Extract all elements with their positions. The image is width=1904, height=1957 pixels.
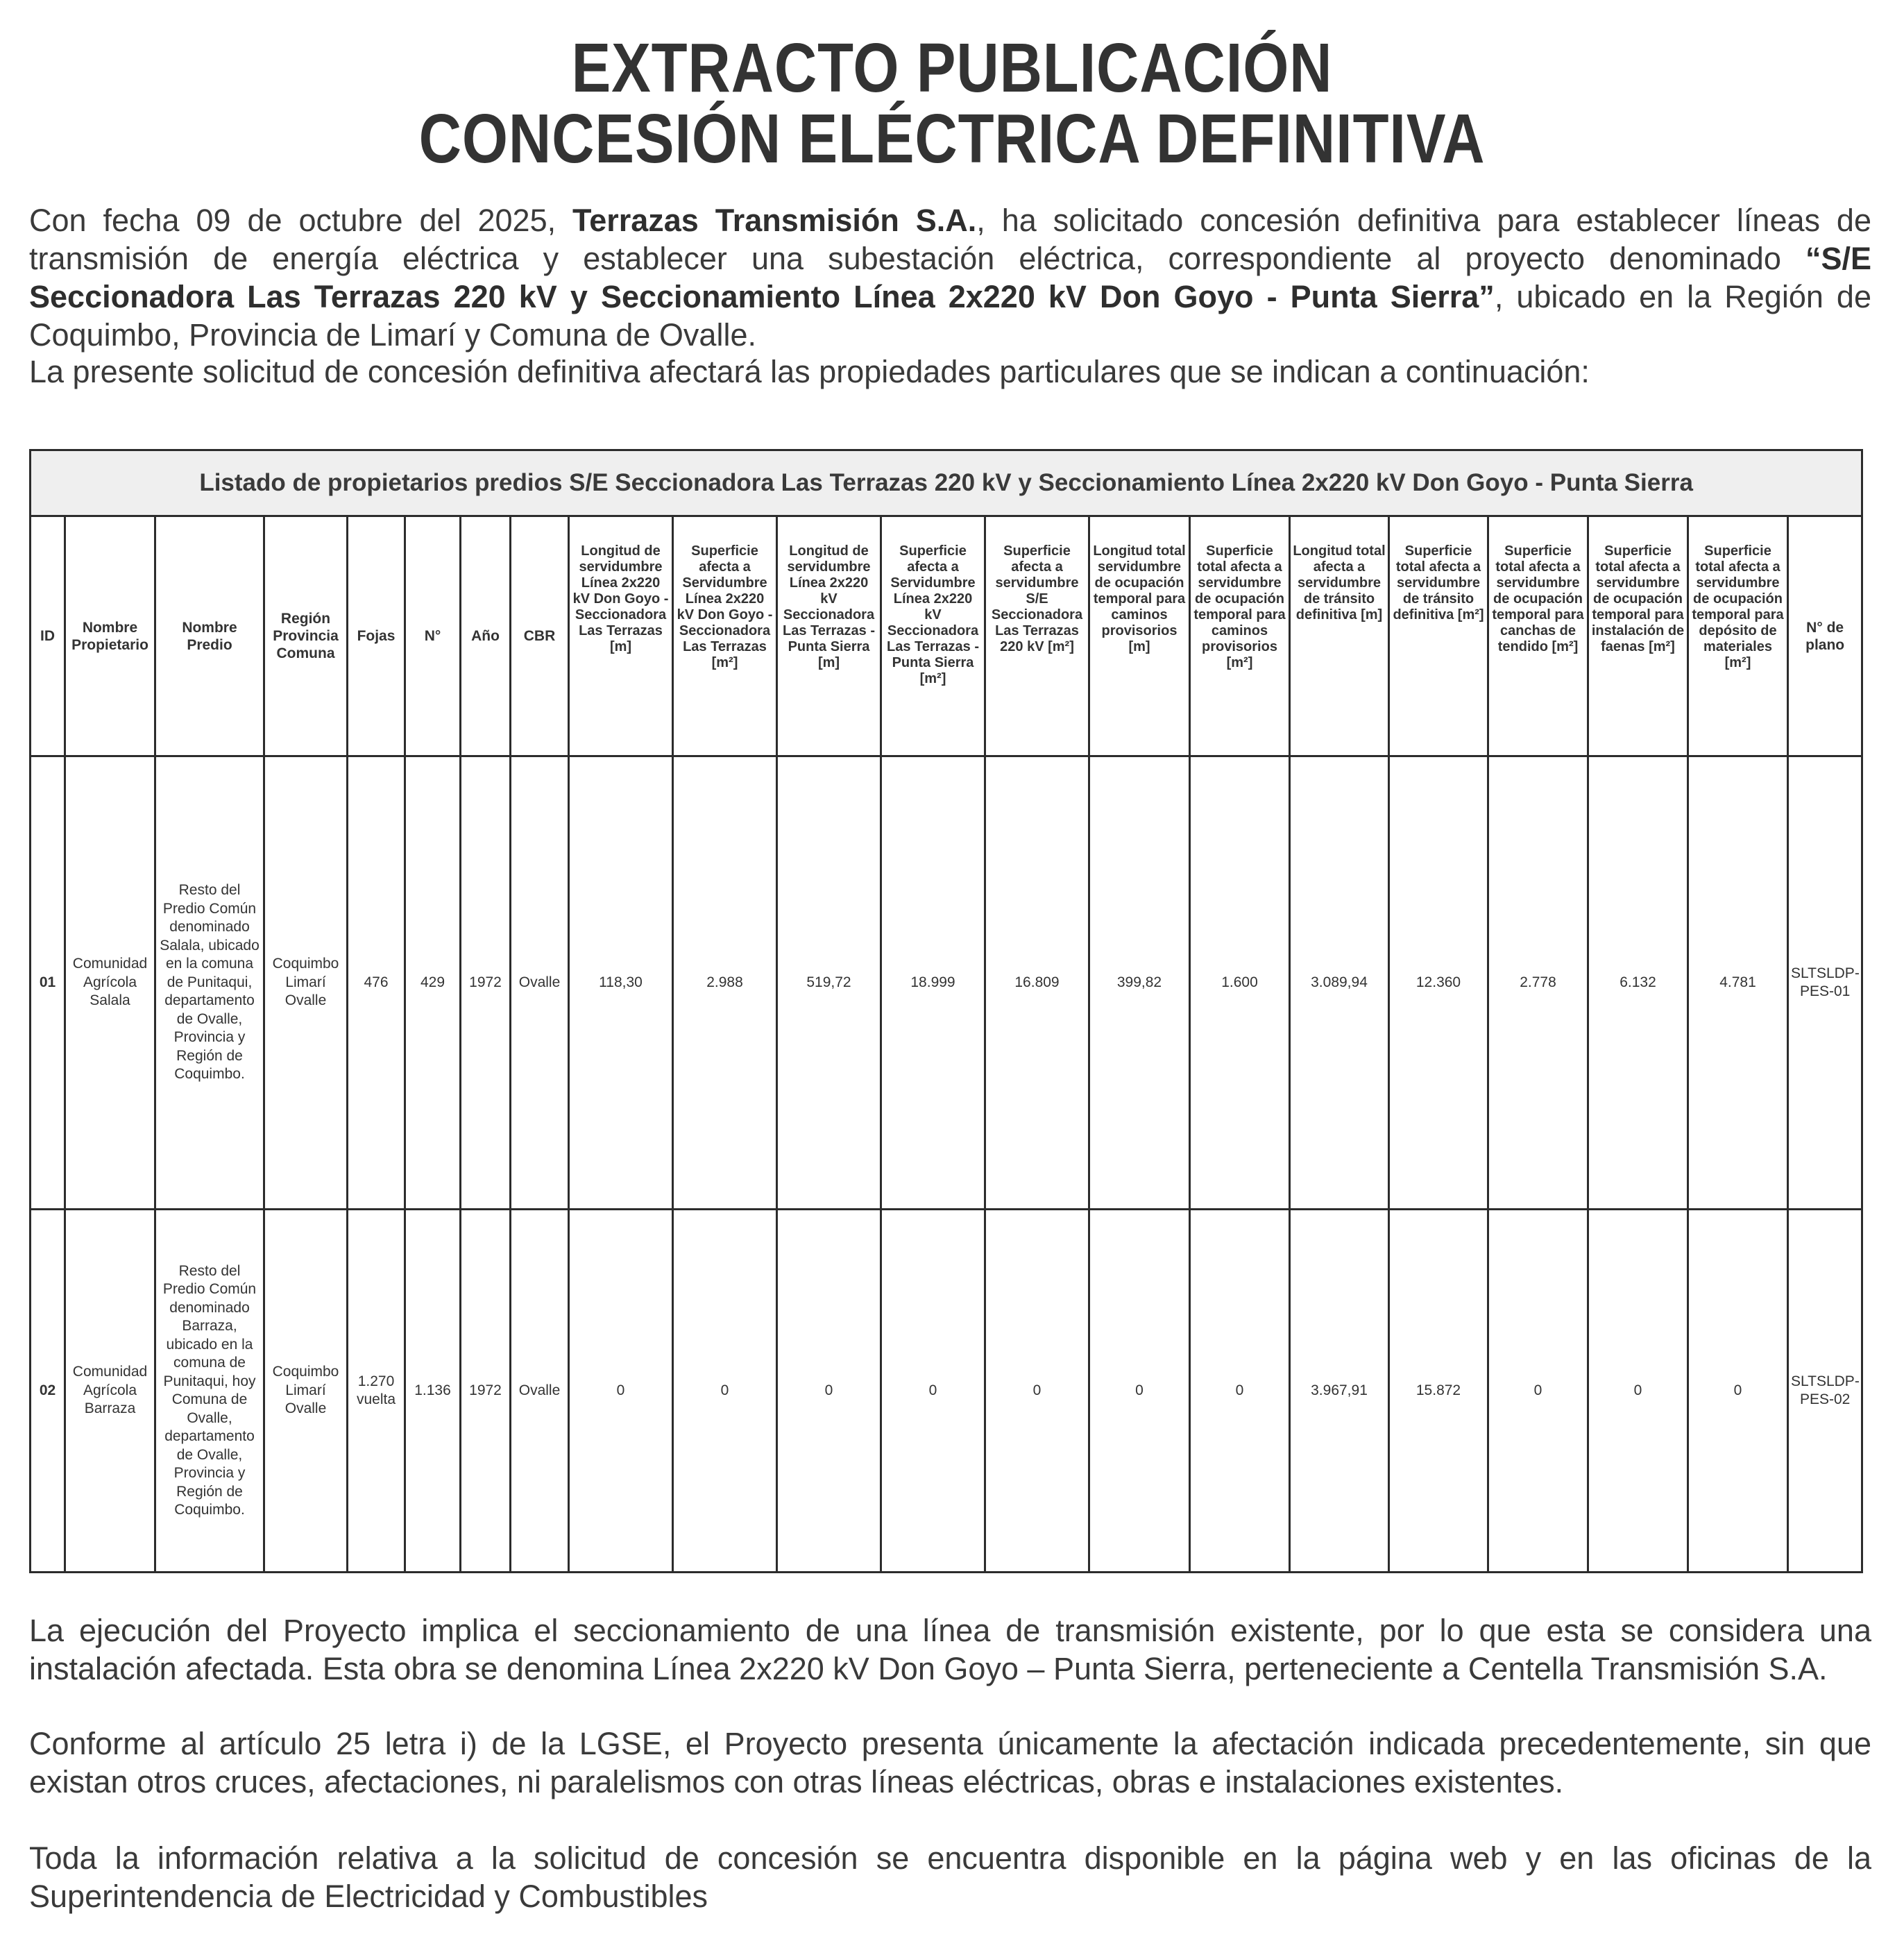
cell: 0	[1089, 1210, 1190, 1573]
table-row	[31, 756, 1862, 1210]
header-col-19: Superficie total afecta a servidumbre de ocupación temporal para instalación de faenas [m²]	[1588, 516, 1688, 756]
page-title-line-1: EXTRACTO PUBLICACIÓN	[571, 29, 1333, 107]
cell: 3.967,91	[1290, 1210, 1389, 1573]
closing-paragraph-2: Conforme al artículo 25 letra i) de la LGSE, el Proyecto presenta únicamente la afectación indicada precedentemente, sin que existan otros cruces, afectaciones, ni paralelismos con otras líneas eléctricas, obras e instalaciones existentes.	[29, 1726, 1871, 1799]
cell: 1.600	[1190, 756, 1290, 1210]
header-col-18: Superficie total afecta a servidumbre de ocupación temporal para canchas de tendido [m²]	[1488, 516, 1588, 756]
header-col-11: Longitud de servidumbre Línea 2x220 kV Seccionadora Las Terrazas - Punta Sierra [m]	[777, 516, 881, 756]
cell: Ovalle	[511, 1210, 569, 1573]
table-header-row	[31, 516, 1862, 756]
cell: Comunidad Agrícola Barraza	[65, 1210, 155, 1573]
table-caption: Listado de propietarios predios S/E Seccionadora Las Terrazas 220 kV y Seccionamiento Línea 2x220 kV Don Goyo - Punta Sierra	[31, 450, 1862, 516]
header-col-9: Longitud de servidumbre Línea 2x220 kV Don Goyo - Seccionadora Las Terrazas [m]	[569, 516, 673, 756]
cell: 01	[31, 756, 65, 1210]
header-id: ID	[31, 516, 65, 756]
cell: 2.778	[1488, 756, 1588, 1210]
cell: 4.781	[1688, 756, 1788, 1210]
header-number: N°	[405, 516, 461, 756]
cell: 12.360	[1389, 756, 1488, 1210]
cell: 0	[673, 1210, 777, 1573]
cell: 0	[985, 1210, 1089, 1573]
table-row	[31, 1210, 1862, 1573]
cell: Resto del Predio Común denominado Salala, ubicado en la comuna de Punitaqui, departamento de Ovalle, Provincia y Región de Coquimbo.	[155, 756, 264, 1210]
cell: Ovalle	[511, 756, 569, 1210]
cell: 3.089,94	[1290, 756, 1389, 1210]
header-plan: N° de plano	[1788, 516, 1862, 756]
project-name: “S/E Seccionadora Las Terrazas 220 kV y Seccionamiento Línea 2x220 kV Don Goyo - Punta Sierra”	[29, 241, 1871, 314]
lead-paragraph: La presente solicitud de concesión definitiva afectará las propiedades particulares que se indican a continuación:	[29, 354, 1590, 389]
cell: 16.809	[985, 756, 1089, 1210]
cell: SLTSLDP-PES-01	[1788, 756, 1862, 1210]
cell: Resto del Predio Común denominado Barraza, ubicado en la comuna de Punitaqui, hoy Comuna de Ovalle, departamento de Ovalle, Provincia y Región de Coquimbo.	[155, 1210, 264, 1573]
cell: Coquimbo Limarí Ovalle	[264, 1210, 348, 1573]
cell: 429	[405, 756, 461, 1210]
closing-paragraph-3: Toda la información relativa a la solicitud de concesión se encuentra disponible en la página web y en las oficinas de la Superintendencia de Electricidad y Combustibles	[29, 1840, 1871, 1914]
header-col-17: Superficie total afecta a servidumbre de tránsito definitiva [m²]	[1389, 516, 1488, 756]
cell: 1972	[461, 1210, 511, 1573]
closing-paragraph-1: La ejecución del Proyecto implica el seccionamiento de una línea de transmisión existente, por lo que esta se considera una instalación afectada. Esta obra se denomina Línea 2x220 kV Don Goyo – Punta Sierra, perteneciente a Centella Transmisión S.A.	[29, 1613, 1871, 1686]
header-fojas: Fojas	[348, 516, 405, 756]
company-name: Terrazas Transmisión S.A.	[572, 203, 977, 238]
intro-text-1: Con fecha 09 de octubre del 2025,	[29, 203, 573, 238]
cell: 15.872	[1389, 1210, 1488, 1573]
header-col-12: Superficie afecta a Servidumbre Línea 2x220 kV Seccionadora Las Terrazas - Punta Sierra [m²]	[881, 516, 985, 756]
header-owner: Nombre Propietario	[65, 516, 155, 756]
header-col-13: Superficie afecta a servidumbre S/E Seccionadora Las Terrazas 220 kV [m²]	[985, 516, 1089, 756]
header-col-10: Superficie afecta a Servidumbre Línea 2x220 kV Don Goyo - Seccionadora Las Terrazas [m²]	[673, 516, 777, 756]
header-col-20: Superficie total afecta a servidumbre de ocupación temporal para depósito de materiales [m²]	[1688, 516, 1788, 756]
cell: 2.988	[673, 756, 777, 1210]
cell: Comunidad Agrícola Salala	[65, 756, 155, 1210]
cell: 0	[1588, 1210, 1688, 1573]
cell: 18.999	[881, 756, 985, 1210]
cell: Coquimbo Limarí Ovalle	[264, 756, 348, 1210]
owners-table	[29, 449, 1863, 1573]
cell: 0	[1688, 1210, 1788, 1573]
header-cbr: CBR	[511, 516, 569, 756]
header-col-14: Longitud total servidumbre de ocupación temporal para caminos provisorios [m]	[1089, 516, 1190, 756]
cell: 6.132	[1588, 756, 1688, 1210]
header-property: Nombre Predio	[155, 516, 264, 756]
cell: 0	[881, 1210, 985, 1573]
intro-text-3: , ubicado en la Región de Coquimbo, Provincia de Limarí y Comuna de Ovalle.	[29, 279, 1871, 353]
intro-paragraph	[29, 201, 1871, 354]
header-region: Región Provincia Comuna	[264, 516, 348, 756]
cell: 02	[31, 1210, 65, 1573]
cell: 476	[348, 756, 405, 1210]
cell: 0	[1190, 1210, 1290, 1573]
cell: 0	[569, 1210, 673, 1573]
cell: 0	[777, 1210, 881, 1573]
cell: 519,72	[777, 756, 881, 1210]
page-title-line-2: CONCESIÓN ELÉCTRICA DEFINITIVA	[418, 100, 1486, 178]
intro-text-2: , ha solicitado concesión definitiva para establecer líneas de transmisión de energía eléctrica y establecer una subestación eléctrica, correspondiente al proyecto denominado	[29, 203, 1871, 276]
cell: SLTSLDP-PES-02	[1788, 1210, 1862, 1573]
cell: 1.136	[405, 1210, 461, 1573]
cell: 118,30	[569, 756, 673, 1210]
header-col-15: Superficie total afecta a servidumbre de ocupación temporal para caminos provisorios [m²]	[1190, 516, 1290, 756]
header-col-16: Longitud total afecta a servidumbre de tránsito definitiva [m]	[1290, 516, 1389, 756]
header-year: Año	[461, 516, 511, 756]
cell: 1.270 vuelta	[348, 1210, 405, 1573]
cell: 399,82	[1089, 756, 1190, 1210]
cell: 1972	[461, 756, 511, 1210]
cell: 0	[1488, 1210, 1588, 1573]
